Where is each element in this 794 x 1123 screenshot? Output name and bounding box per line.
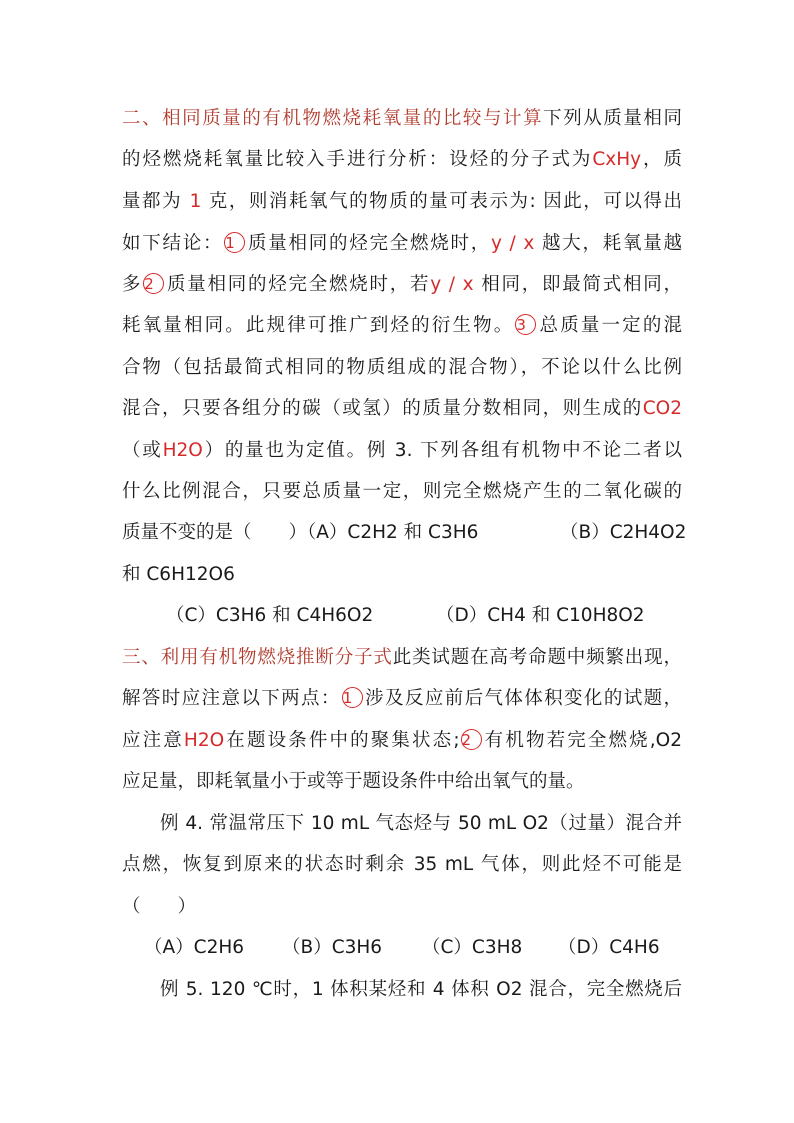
example4-option-b: （B）C3H6 (282, 937, 383, 958)
example4-question: 点燃，恢复到原来的状态时剩余 35 mL 气体，则此烃不可能是 (122, 854, 682, 875)
para1-text: 质量相同的烃完全燃烧时，若 (165, 274, 431, 295)
para2-text: 有机物若完全燃烧,O2 (482, 730, 682, 751)
example3-option-d: （D）CH4 和 C10H8O2 (436, 605, 645, 626)
para1-line-10 (122, 477, 682, 507)
example4-question: 例 4. 常温常压下 10 mL 气态烃与 50 mL O2（过量）混合并 (160, 813, 682, 834)
para1-text: 多 (122, 274, 143, 295)
example3-option-b-cont (122, 560, 682, 590)
para1-text: ）的量也为定值。例 3. 下列各组有机物中不论二者以 (202, 440, 682, 461)
para2-text: 应足量，即耗氧量小于或等于题设条件中给出氧气的量。 (122, 771, 585, 792)
formula-cxhy: CxHy (592, 149, 642, 170)
para2-line-3 (122, 726, 682, 756)
circled-number-3-icon: 3 (515, 314, 536, 335)
example4-line-3 (122, 892, 682, 922)
para2-text: 此类试题在高考命题中频繁出现， (392, 647, 682, 668)
example3-option-b-second: 和 C6H12O6 (122, 564, 235, 585)
para1-line-6 (122, 311, 682, 341)
section-heading-2: 二、相同质量的有机物燃烧耗氧量的比较与计算 (122, 108, 544, 129)
para1-line-2 (122, 145, 682, 175)
para2-line-2 (122, 684, 682, 714)
section-heading-3: 三、利用有机物燃烧推断分子式 (122, 647, 393, 668)
para1-text: 克，则消耗氧气的物质的量可表示为: 因此，可以得出 (208, 191, 682, 212)
example4-line-2 (122, 850, 682, 880)
para1-line-3 (122, 187, 682, 217)
para1-line-4 (122, 229, 682, 259)
para1-line-8 (122, 394, 682, 424)
example3-option-b: （B）C2H4O2 (560, 522, 687, 543)
example4-option-a: （A）C2H6 (144, 937, 245, 958)
para1-text: 的烃燃烧耗氧量比较入手进行分析：设烃的分子式为 (122, 149, 593, 170)
para1-line-9 (122, 436, 682, 466)
para2-text: 应注意 (122, 730, 184, 751)
example3-option-c: （C）C3H6 和 C4H6O2 (166, 605, 374, 626)
para1-text: 合物（包括最简式相同的物质组成的混合物），不论以什么比例 (122, 357, 682, 378)
example4-answer-blank: （ ） (122, 896, 197, 917)
para1-text: 混合，只要各组分的碳（或氢）的质量分数相同，则生成的 (122, 398, 643, 419)
example3-options-ab (122, 518, 687, 548)
para2-text: 在题设条件中的聚集状态; (224, 730, 460, 751)
para1-text: 质量相同的烃完全燃烧时， (246, 233, 491, 254)
formula-co2: CO2 (642, 398, 682, 419)
para1-text: （或 (122, 440, 163, 461)
para2-text: 解答时应注意以下两点： (122, 688, 341, 709)
para1-text: 总质量一定的混 (537, 315, 682, 336)
example3-options-cd (122, 601, 682, 631)
circled-number-2-icon: 2 (461, 729, 482, 750)
example4-line-1 (160, 809, 682, 839)
number-one: 1 (189, 191, 202, 212)
circled-number-1-icon: 1 (224, 232, 245, 253)
para1-text: 下列从质量相同 (543, 108, 682, 129)
ratio-y-over-x: y / x (430, 274, 474, 295)
example5-line-1 (160, 975, 682, 1005)
para1-text: 越大，耗氧量越 (542, 233, 682, 254)
para2-line-1 (122, 643, 682, 673)
para1-line-7 (122, 353, 682, 383)
para1-text: 如下结论： (122, 233, 224, 254)
example3-option-a: 质量不变的是（ ）（A）C2H2 和 C3H6 (122, 522, 479, 543)
para2-line-4 (122, 767, 682, 797)
example4-option-d: （D）C4H6 (558, 937, 660, 958)
para1-text: 量都为 (122, 191, 183, 212)
para1-text: 相同，即最简式相同， (481, 274, 682, 295)
formula-h2o: H2O (162, 440, 203, 461)
formula-h2o: H2O (183, 730, 225, 751)
circled-number-2-icon: 2 (143, 273, 164, 294)
para1-text: 什么比例混合，只要总质量一定，则完全燃烧产生的二氧化碳的 (122, 481, 682, 502)
para1-line-5 (122, 270, 682, 300)
example4-options (122, 933, 682, 963)
para1-text: ，质 (641, 149, 682, 170)
example5-question: 例 5. 120 ℃时，1 体积某烃和 4 体积 O2 混合，完全燃烧后 (160, 979, 682, 1000)
example4-option-c: （C）C3H8 (422, 937, 523, 958)
para1-line-1 (122, 104, 682, 134)
ratio-y-over-x: y / x (490, 233, 535, 254)
circled-number-1-icon: 1 (342, 687, 363, 708)
para2-text: 涉及反应前后气体体积变化的试题， (363, 688, 682, 709)
para1-text: 耗氧量相同。此规律可推广到烃的衍生物。 (122, 315, 515, 336)
